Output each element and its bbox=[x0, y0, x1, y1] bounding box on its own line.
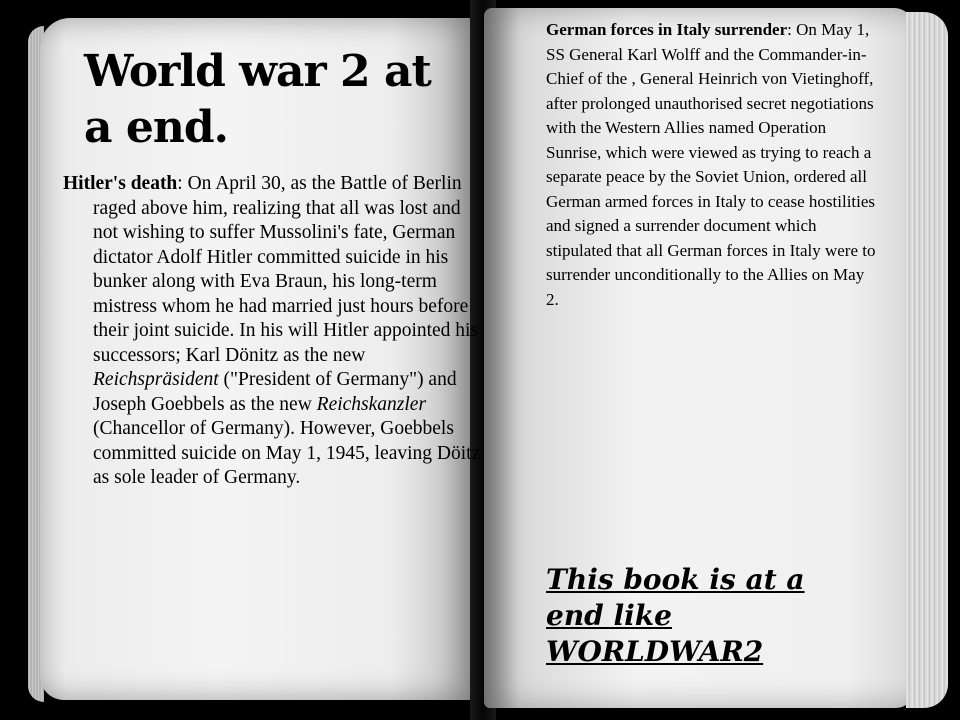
hitler-death-text-2: ("President of Germany") and Joseph Goebbels as the new bbox=[93, 369, 457, 415]
closing-statement: This book is at a end like WORLDWAR2 bbox=[546, 563, 805, 668]
hitler-death-heading: Hitler's death bbox=[63, 173, 178, 194]
hitler-death-paragraph bbox=[63, 172, 485, 491]
right-page-edges bbox=[906, 12, 948, 708]
term-reichsprasident: Reichspräsident bbox=[93, 369, 219, 390]
page-title: World war 2 at a end. bbox=[84, 46, 431, 153]
italy-surrender-text: : On May 1, SS General Karl Wolff and the Commander-in-Chief of the , General Heinrich von Vietinghoff, after prolonged unauthorised secret negotiations with the Western Allies named Operation Sunrise, which were viewed as trying to reach a separate peace by the Soviet Union, ordered all German armed forces in Italy to cease hostilities and signed a surrender document which stipulated that all German forces in Italy were to surrender unconditionally to the Allies on May 2. bbox=[546, 20, 876, 309]
hitler-death-text-1: : On April 30, as the Battle of Berlin raged above him, realizing that all was lost and not wishing to suffer Mussolini's fate, German dictator Adolf Hitler committed suicide in his bunker along with Eva Braun, his long-term mistress whom he had married just hours before their joint suicide. In his will Hitler appointed his successors; Karl Dönitz as the new bbox=[93, 173, 479, 366]
term-reichskanzler: Reichskanzler bbox=[316, 393, 427, 415]
italy-surrender-heading: German forces in Italy surrender bbox=[546, 20, 788, 39]
italy-surrender-paragraph bbox=[546, 18, 876, 312]
hitler-death-text-3: (Chancellor of Germany). However, Goebbels committed suicide on May 1, 1945, leaving Döitz as sole leader of Germany. bbox=[93, 418, 481, 488]
